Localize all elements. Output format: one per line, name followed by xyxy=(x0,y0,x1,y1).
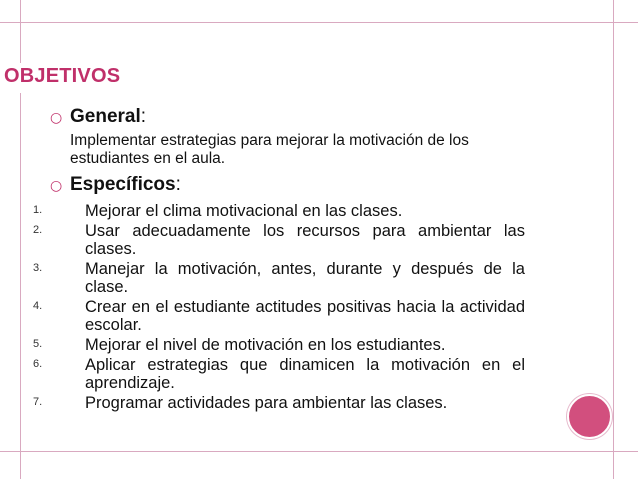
title-band xyxy=(0,63,290,93)
list-item-text: Aplicar estrategias que dinamicen la motivación en el aprendizaje. xyxy=(85,356,525,392)
slide-content xyxy=(0,106,560,414)
objectives-list xyxy=(0,202,560,412)
frame-top-line xyxy=(0,22,638,23)
list-item xyxy=(0,298,560,334)
hollow-circle-bullet-icon: ○ xyxy=(50,110,63,126)
decorative-circle xyxy=(567,394,612,439)
general-description: Implementar estrategias para mejorar la motivación de los estudiantes en el aula. xyxy=(70,132,469,167)
list-item xyxy=(0,336,560,354)
list-item-number: 3. xyxy=(33,262,43,274)
list-item-number: 6. xyxy=(33,358,43,370)
list-item-number: 4. xyxy=(33,300,43,312)
list-item-number: 7. xyxy=(33,396,43,408)
bullet-general-text xyxy=(70,106,146,128)
slide-title: OBJETIVOS xyxy=(4,65,121,87)
bullet-especificos-text xyxy=(70,174,181,196)
frame-bottom-line xyxy=(0,451,638,452)
list-item xyxy=(0,260,560,296)
general-label: General xyxy=(70,106,141,127)
list-item-text: Usar adecuadamente los recursos para ambientar las clases. xyxy=(85,222,525,258)
hollow-circle-bullet-icon: ○ xyxy=(50,178,63,194)
list-item xyxy=(0,202,560,220)
list-item xyxy=(0,394,560,412)
general-colon: : xyxy=(140,106,147,127)
list-item-text: Mejorar el clima motivacional en las clases. xyxy=(85,202,403,220)
list-item-text: Manejar la motivación, antes, durante y después de la clase. xyxy=(85,260,525,296)
list-item-text: Programar actividades para ambientar las clases. xyxy=(85,394,448,412)
frame-right-line xyxy=(613,0,614,479)
bullet-especificos xyxy=(0,174,560,198)
list-item-text: Mejorar el nivel de motivación en los estudiantes. xyxy=(85,336,446,354)
especificos-colon: : xyxy=(175,174,181,195)
list-item-number: 5. xyxy=(33,338,43,350)
list-item-number: 2. xyxy=(33,224,43,236)
list-item xyxy=(0,356,560,392)
list-item xyxy=(0,222,560,258)
list-item-number: 1. xyxy=(33,204,43,216)
especificos-label: Específicos xyxy=(70,174,176,195)
list-item-text: Crear en el estudiante actitudes positivas hacia la actividad escolar. xyxy=(85,298,525,334)
bullet-general xyxy=(0,106,560,130)
